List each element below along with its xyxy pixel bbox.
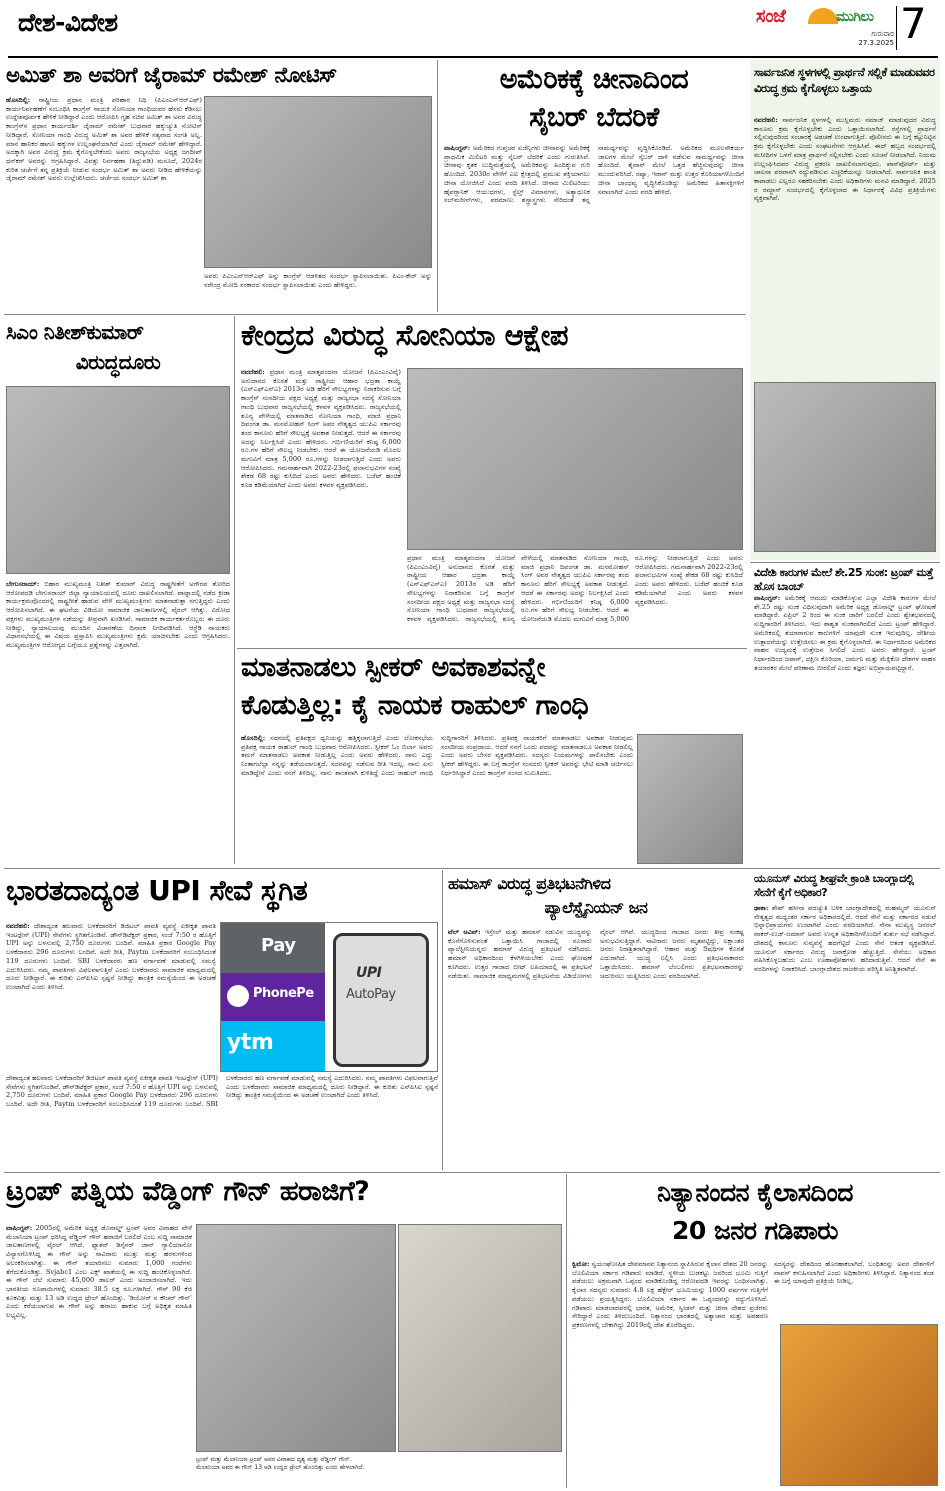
body-text-lower: ಪ್ರಧಾನ ಮಂತ್ರಿ ಮಾತೃವಂದನಾ ಯೋಜನೆ (ಪಿಎಂಎಂವಿವೈ) ಅನುದಾನದ ಕೊರತೆ ಮತ್ತು ರಾಷ್ಟ್ರೀಯ ಆಹಾರ ಭದ್ರತಾ ಕಾಯ್ದೆ (ಎನ್‍ಎಫ್‍ಎಸ್‍ಎ) 2013ರ ಅಡಿ ಹೆರಿಗೆ ಸೌಲಭ್ಯಗಳನ್ನು ನಿರಾಕರಿಸುವ ಬಗ್ಗೆ ಕಾಂಗ್ರೆಸ್ ಸಂಸದೀಯ ಪಕ್ಷದ ಅಧ್ಯಕ್ಷೆ ಮತ್ತು ರಾಜ್ಯಸಭಾ ಸದಸ್ಯೆ ಸೋನಿಯಾ ಗಾಂಧಿ ಬುಧವಾರ ರಾಜ್ಯಸಭೆಯಲ್ಲಿ ಕಳವಳ ವ್ಯಕ್ತಪಡಿಸಿದರು. ರಾಜ್ಯಸಭೆಯಲ್ಲಿ ಶೂನ್ಯ ವೇಳೆಯಲ್ಲಿ ಮಾತನಾಡಿದ ಸೋನಿಯಾ ಗಾಂಧಿ, ಮಾಜಿ ಪ್ರಧಾನಿ ದಿವಂಗತ ಡಾ. ಮನಮೋಹನ್ ಸಿಂಗ್ ಅವರ ನೇತೃತ್ವದ ಯುಪಿಎ ಸರ್ಕಾರವು ತಂದ ಕಾನೂನು ಹೆರಿಗೆ ಸೌಲಭ್ಯಕ್ಕೆ ಅವಕಾಶ ನೀಡುತ್ತದೆ. ಆದರೆ ಈ ಸರ್ಕಾರವು ಅದನ್ನು ನಿರ್ಲಕ್ಷಿಸಿದೆ ಎಂದು ಹೇಳಿದರು. ಗರ್ಭಿಣಿಯರಿಗೆ ಕನಿಷ್ಠ 6,000 ರೂ.ಗಳ ಹೆರಿಗೆ ಸೌಲಭ್ಯ ನೀಡಬೇಕು. ಆದರೆ ಈ ಯೋಜನೆಯಡಿ ಮೊದಲ ಮಗುವಿಗೆ ಮಾತ್ರ 5,000 ರೂ.ಗಳನ್ನು ನೀಡಲಾಗುತ್ತಿದೆ ಎಂದು ಅವರು ಆರೋಪಿಸಿದರು. ಗಮನಾರ್ಹವಾಗಿ 2022-23ರಲ್ಲಿ ಫಲಾನುಭವಿಗಳ ಸಂಖ್ಯೆ ಶೇಕಡ 68 ರಷ್ಟು ಕುಸಿದಿದೆ ಎಂದು ಅವರು ಹೇಳಿದರು. ಬಜೆಟ್ ಹಂಚಿಕೆ ಕೂಡ ಕಡಿಮೆಯಾಗಿದೆ ಎಂದು ಅವರು ಕಳವಳ ವ್ಯಕ್ತಪಡಿಸಿದರು. [407, 554, 743, 623]
body-text: ವಾಷಿಂಗ್ಟನ್: ಅಮೆರಿಕದ ಗುಪ್ತಚರ ಏಜೆನ್ಸಿಗಳು ಚೀನಾವನ್ನು ಅಮೆರಿಕಕ್ಕೆ ಪ್ರಾಥಮಿಕ ಮಿಲಿಟರಿ ಮತ್ತು ಸೈಬರ್ ಬೆದರಿಕೆ ಎಂದು ಗುರುತಿಸಿವೆ. ಚೀನಾವು ಕೃತಕ ಬುದ್ಧಿಮತ್ತೆಯಲ್ಲಿ ಅಮೆರಿಕವನ್ನು ಹಿಂದಿಕ್ಕುವ ಗುರಿ ಹೊಂದಿದೆ. 2030ರ ವೇಳೆಗೆ ಎಐ ಕ್ಷೇತ್ರದಲ್ಲಿ ಪ್ರಮುಖ ಶಕ್ತಿಯಾಗಲು ಚೀನಾ ಯೋಜಿಸಿದೆ ಎಂದು ವರದಿ ತಿಳಿಸಿದೆ. ಚೀನಾದ ಮಿಲಿಟರಿಯು ಹೈಪರ್‍ಸಾನಿಕ್ ಆಯುಧಗಳು, ಸ್ಟೆಲ್ತ್ ವಿಮಾನಗಳು, ಅತ್ಯಾಧುನಿಕ ಸಬ್‍ಮರೀನ್‍ಗಳು, ಪರಮಾಣು ಶಸ್ತ್ರಾಸ್ತ್ರಗಳು ಸೇರಿದಂತೆ ತನ್ನ ಸಾಮರ್ಥ್ಯವನ್ನು ವೃದ್ಧಿಸಿಕೊಂಡಿದೆ. ಅಮೆರಿಕದ ಮೂಲಸೌಕರ್ಯ ಜಾಲಗಳ ಮೇಲೆ ಸೈಬರ್ ದಾಳಿ ನಡೆಸುವ ಸಾಮರ್ಥ್ಯವನ್ನು ಚೀನಾ ಹೊಂದಿದೆ. ತೈವಾನ್ ಮೇಲೆ ಒತ್ತಡ ಹೆಚ್ಚಿಸುವುದನ್ನು ಚೀನಾ ಮುಂದುವರಿಸಿದೆ. ರಷ್ಯಾ, ಇರಾನ್ ಮತ್ತು ಉತ್ತರ ಕೊರಿಯಾಗಳೊಂದಿಗೆ ಚೀನಾ ಬಾಂಧವ್ಯ ವೃದ್ಧಿಸಿಕೊಂಡಿದ್ದು ಅಮೆರಿಕದ ಹಿತಾಸಕ್ತಿಗಳಿಗೆ ಸವಾಲಾಗಿದೆ ಎಂದು ವರದಿ ಹೇಳಿದೆ. [444, 144, 744, 205]
phonepe-label: PhonePe [253, 987, 314, 1001]
article-trump-gown [4, 1174, 564, 1488]
article-rahul [237, 650, 747, 866]
body-text: ಹೊಸದಿಲ್ಲಿ: ರಾಷ್ಟ್ರೀಯ ಪ್ರಧಾನ ಮಂತ್ರಿ ಪರಿಹಾರ ನಿಧಿ (ಪಿಎಂಎನ್‍ಆರ್‍ಎಫ್) ಕಾರ್ಯನಿರ್ವಹಣೆಗೆ ಸಂಬಂಧಿಸಿ ಕಾಂಗ್ರೆಸ್ ನಾಯಕಿ ಸೋನಿಯಾ ಗಾಂಧಿಯವರ ಹೆಸರು ಕೆಡಿಸಲು ಉದ್ದೇಶಪೂರ್ವಕ ಹೇಳಿಕೆ ನೀಡಿದ್ದಾರೆ ಎಂದು ಆರೋಪಿಸಿ ಗೃಹ ಸಚಿವ ಅಮಿತ್ ಶಾ ಅವರ ವಿರುದ್ಧ ಕಾಂಗ್ರೆಸ್‍ನ ಪ್ರಧಾನ ಕಾರ್ಯದರ್ಶಿ ಜೈರಾಮ್ ರಮೇಶ್ ಬುಧವಾರ ಹಕ್ಕುಚ್ಯುತಿ ನೋಟಿಸ್ ನೀಡಿದ್ದಾರೆ. ಸೋನಿಯಾ ಗಾಂಧಿ ವಿರುದ್ಧ ಅಮಿತ್ ಶಾ ಅವರ ಹೇಳಿಕೆ ಸತ್ಯವಾದ ಸಂಗತಿ ಅಲ್ಲ. ಮಾನ ಹಾನಿಕರ ಹಾಗೂ ಹಕ್ಕುಗಳ ಉಲ್ಲಂಘನೆಯಾಗಿದೆ ಎಂದು ಜೈರಾಮ್ ರಮೇಶ್ ಹೇಳಿದ್ದಾರೆ. ಅದಕ್ಕಾಗಿ ಅವರ ವಿರುದ್ಧ ಕ್ರಮ ಕೈಗೊಳ್ಳಬೇಕೆಂದು ಅವರು ರಾಜ್ಯಸಭೆಯ ಅಧ್ಯಕ್ಷ ಜಗದೀಪ್ ಧನ್‍ಕರ್ ಅವರನ್ನು ಆಗ್ರಹಿಸಿದ್ದಾರೆ. ವಿಪತ್ತು ನಿರ್ವಹಣಾ (ತಿದ್ದುಪಡಿ) ಮಸೂದೆ, 2024ರ ಕುರಿತ ಚರ್ಚೆಗೆ ತನ್ನ ಪ್ರತಿಕ್ರಿಯೆ ನೀಡುವ ಸಂದರ್ಭ ಅಮಿತ್ ಶಾ ಅವರು ನೀಡಿದ ಹೇಳಿಕೆಯನ್ನು ಜೈರಾಮ್ ರಮೇಶ್ ಅವರು ಉಲ್ಲೇಖಿಸಿದರು. ಚರ್ಚೆಯ ಸಂದರ್ಭ ಅಮಿತ್ ಶಾ [6, 96, 202, 183]
body-text: ಢಾಕಾ: ಶೇಖ್ ಹಸೀನಾ ಪದಚ್ಯುತಿ ಬಳಿಕ ಬಾಂಗ್ಲಾದೇಶದಲ್ಲಿ ಮಹಮ್ಮದ್ ಯೂನುಸ್ ನೇತೃತ್ವದ ಮಧ್ಯಂತರ ಸರ್ಕಾರ ಅಧಿಕಾರದಲ್ಲಿದೆ. ಆದರೆ ಸೇನೆ ಮತ್ತು ಸರ್ಕಾರದ ನಡುವೆ ಭಿನ್ನಾಭಿಪ್ರಾಯಗಳು ಉಂಟಾಗಿವೆ ಎಂದು ವರದಿಯಾಗಿದೆ. ಸೇನಾ ಮುಖ್ಯಸ್ಥ ಜನರಲ್ ವಾಕರ್-ಉಜ್-ಜಮಾನ್ ಅವರು ಉನ್ನತ ಅಧಿಕಾರಿಗಳೊಂದಿಗೆ ತುರ್ತು ಸಭೆ ನಡೆಸಿದ್ದಾರೆ. ದೇಶದಲ್ಲಿ ಕಾನೂನು ಸುವ್ಯವಸ್ಥೆ ಹದಗೆಟ್ಟಿದೆ ಎಂದು ಸೇನೆ ಆತಂಕ ವ್ಯಕ್ತಪಡಿಸಿದೆ. ಯೂನುಸ್ ಸರ್ಕಾರದ ವಿರುದ್ಧ ಜನಾಕ್ರೋಶ ಹೆಚ್ಚುತ್ತಿದೆ. ಸೇನೆಯು ಅಧಿಕಾರ ವಹಿಸಿಕೊಳ್ಳಬಹುದು ಎಂಬ ಊಹಾಪೋಹಗಳು ಹರಿದಾಡುತ್ತಿವೆ. ಆದರೆ ಸೇನೆ ಈ ವರದಿಗಳನ್ನು ನಿರಾಕರಿಸಿದೆ. ಬಾಂಗ್ಲಾದೇಶದ ರಾಜಕೀಯ ಪರಿಸ್ಥಿತಿ ಅನಿಶ್ಚಿತವಾಗಿದೆ. [754, 904, 936, 973]
article-china [440, 60, 746, 312]
masthead-day: ಗುರುವಾರ [871, 30, 894, 38]
body-text-lower: ದೇಶಾದ್ಯಂತ ಹಲವಾರು ಬಳಕೆದಾರರಿಗೆ ಡಿಜಿಟಲ್ ಪಾವತಿ ವ್ಯವಸ್ಥೆ ಏಕೀಕೃತ ಪಾವತಿ ಇಂಟರ್‍ಫೇಸ್ (UPI) ಸೇವೆಗಳು ಸ್ಥಗಿತಗೊಂಡಿವೆ. ಡೌನ್‍ಡಿಟೆಕ್ಟರ್ ಪ್ರಕಾರ, ಸಂಜೆ 7:50 ರ ಹೊತ್ತಿಗೆ UPI ಅನ್ನು ಬಳಸುವಲ್ಲಿ 2,750 ದೂರುಗಳು ಬಂದಿವೆ. ಮಾಹಿತಿ ಪ್ರಕಾರ Google Pay ಬಳಕೆದಾರರು 296 ದೂರುಗಳು ಬಂದಿವೆ. ಅದೇ ರೀತಿ, Paytm ಬಳಕೆದಾರರಿಗೆ ಸಂಬಂಧಿಸಿದಂತೆ 119 ದೂರುಗಳು ಬಂದಿವೆ. SBI ಬಳಕೆದಾರರು ಹಣ ವರ್ಗಾವಣೆ ಮಾಡುವಲ್ಲಿ ಸಮಸ್ಯೆ ಎದುರಿಸಿದರು. ನಮ್ಮ ಪಾವತಿಗಳು ವಿಫಲವಾಗುತ್ತಿವೆ ಎಂದು ಬಳಕೆದಾರರು ಸಾಮಾಜಿಕ ಮಾಧ್ಯಮದಲ್ಲಿ ದೂರು ನೀಡಿದ್ದಾರೆ. ಈ ಕುರಿತು ಎನ್‍ಪಿಸಿಐ ಸ್ಪಷ್ಟನೆ ನೀಡಿದ್ದು ತಾಂತ್ರಿಕ ಸಮಸ್ಯೆಯಿಂದ ಈ ಅಡಚಣೆ ಉಂಟಾಗಿದೆ ಎಂದು ತಿಳಿಸಿದೆ. [6, 1074, 438, 1109]
logo-text-2: ಮುಗಿಲು [836, 10, 874, 25]
article-hamas [444, 870, 746, 1170]
rahul-photo [637, 734, 743, 864]
paytm-label: ytm [227, 1031, 274, 1055]
article-tariff [750, 564, 940, 864]
headline: ಟ್ರಂಪ್ ಪತ್ನಿಯ ವೆಡ್ಡಿಂಗ್ ಗೌನ್ ಹರಾಜಿಗೆ? [6, 1178, 370, 1207]
article-amit [4, 60, 434, 312]
body-text: ನವದೆಹಲಿ: ಸಾರ್ವಜನಿಕ ಸ್ಥಳಗಳಲ್ಲಿ ಮುಸ್ಲಿಮರು ನಮಾಜ್ ಮಾಡುವುದರ ವಿರುದ್ಧ ಕಾನೂನು ಕ್ರಮ ಕೈಗೊಳ್ಳಬೇಕು ಎಂದು ಒತ್ತಾಯಿಸಲಾಗಿದೆ. ರಸ್ತೆಗಳಲ್ಲಿ ಪ್ರಾರ್ಥನೆ ಸಲ್ಲಿಸುವುದರಿಂದ ಸಂಚಾರಕ್ಕೆ ಅಡಚಣೆ ಉಂಟಾಗುತ್ತಿದೆ. ಪೊಲೀಸರು ಈ ಬಗ್ಗೆ ಕಟ್ಟುನಿಟ್ಟಿನ ಕ್ರಮ ಕೈಗೊಳ್ಳಬೇಕು ಎಂದು ಸಂಘಟನೆಗಳು ಆಗ್ರಹಿಸಿವೆ. ಈದ್ ಹಬ್ಬದ ಸಂದರ್ಭದಲ್ಲಿ ಮಸೀದಿಗಳ ಒಳಗೆ ಮಾತ್ರ ಪ್ರಾರ್ಥನೆ ಸಲ್ಲಿಸಬೇಕು ಎಂದು ಸೂಚನೆ ನೀಡಲಾಗಿದೆ. ನಿಯಮ ಉಲ್ಲಂಘಿಸಿದವರ ವಿರುದ್ಧ ಪ್ರಕರಣ ದಾಖಲಿಸಲಾಗುವುದು. ಪಾಸ್‍ಪೋರ್ಟ್ ಮತ್ತು ಚಾಲನಾ ಪರವಾನಗಿ ರದ್ದುಪಡಿಸುವ ಎಚ್ಚರಿಕೆಯನ್ನೂ ನೀಡಲಾಗಿದೆ. ಸಾರ್ವಜನಿಕ ಶಾಂತಿ ಕಾಪಾಡಲು ಎಲ್ಲರೂ ಸಹಕರಿಸಬೇಕು ಎಂದು ಅಧಿಕಾರಿಗಳು ಮನವಿ ಮಾಡಿದ್ದಾರೆ. 2025 ರ ರಮ್ಜಾನ್ ಸಂದರ್ಭದಲ್ಲಿ ಕೈಗೊಳ್ಳಲಾದ ಈ ನಿರ್ಧಾರಕ್ಕೆ ವಿವಿಧ ಪ್ರತಿಕ್ರಿಯೆಗಳು ವ್ಯಕ್ತವಾಗಿವೆ. [754, 116, 936, 203]
headline: ಯೂನುಸ್ ವಿರುದ್ಧ ಶೀಘ್ರವೇ ಕ್ರಾಂತಿ ಬಾಂಗ್ಲಾದಲ್ಲಿ ಸೇನೆಗೆ ಕೈಗೆ ಅಧಿಕಾರ? [754, 872, 914, 899]
amit-photo [204, 96, 432, 268]
nithyananda-photo [780, 1324, 938, 1486]
photo-caption: ಟ್ರಂಪ್ ಮತ್ತು ಮೆಲಾನಿಯಾ ಟ್ರಂಪ್ ಅವರ ವಿವಾಹದ ದೃಶ್ಯ ಮತ್ತು ವೆಡ್ಡಿಂಗ್ ಗೌನ್. ಮೆಲಾನಿಯಾ ಅವರ ಈ ಗೌನ್ 13 ಅಡಿ ಉದ್ದದ ಟ್ರೇಲ್ ಹೊಂದಿತ್ತು ಎಂದು ಹೇಳಲಾಗಿದೆ. [196, 1456, 365, 1471]
body-text: ನವದೆಹಲಿ: ದೇಶಾದ್ಯಂತ ಹಲವಾರು ಬಳಕೆದಾರರಿಗೆ ಡಿಜಿಟಲ್ ಪಾವತಿ ವ್ಯವಸ್ಥೆ ಏಕೀಕೃತ ಪಾವತಿ ಇಂಟರ್‍ಫೇಸ್ (UPI) ಸೇವೆಗಳು ಸ್ಥಗಿತಗೊಂಡಿವೆ. ಡೌನ್‍ಡಿಟೆಕ್ಟರ್ ಪ್ರಕಾರ, ಸಂಜೆ 7:50 ರ ಹೊತ್ತಿಗೆ UPI ಅನ್ನು ಬಳಸುವಲ್ಲಿ 2,750 ದೂರುಗಳು ಬಂದಿವೆ. ಮಾಹಿತಿ ಪ್ರಕಾರ Google Pay ಬಳಕೆದಾರರು 296 ದೂರುಗಳು ಬಂದಿವೆ. ಅದೇ ರೀತಿ, Paytm ಬಳಕೆದಾರರಿಗೆ ಸಂಬಂಧಿಸಿದಂತೆ 119 ದೂರುಗಳು ಬಂದಿವೆ. SBI ಬಳಕೆದಾರರು ಹಣ ವರ್ಗಾವಣೆ ಮಾಡುವಲ್ಲಿ ಸಮಸ್ಯೆ ಎದುರಿಸಿದರು. ನಮ್ಮ ಪಾವತಿಗಳು ವಿಫಲವಾಗುತ್ತಿವೆ ಎಂದು ಬಳಕೆದಾರರು ಸಾಮಾಜಿಕ ಮಾಧ್ಯಮದಲ್ಲಿ ದೂರು ನೀಡಿದ್ದಾರೆ. ಈ ಕುರಿತು ಎನ್‍ಪಿಸಿಐ ಸ್ಪಷ್ಟನೆ ನೀಡಿದ್ದು ತಾಂತ್ರಿಕ ಸಮಸ್ಯೆಯಿಂದ ಈ ಅಡಚಣೆ ಉಂಟಾಗಿದೆ ಎಂದು ತಿಳಿಸಿದೆ. [6, 922, 216, 991]
body-text: ಟೆಲ್ ಅವಿವ್: ಇಸ್ರೇಲ್ ಮತ್ತು ಹಮಾಸ್ ನಡುವಿನ ಯುದ್ಧವನ್ನು ಕೊನೆಗೊಳಿಸುವಂತೆ ಒತ್ತಾಯಿಸಿ ಗಾಜಾದಲ್ಲಿ ನೂರಾರು ಪ್ಯಾಲೆಸ್ಟೀನಿಯನ್ನರು ಹಮಾಸ್ ವಿರುದ್ಧ ಪ್ರತಿಭಟನೆ ನಡೆಸಿದರು. ಹಮಾಸ್ ಅಧಿಕಾರದಿಂದ ಕೆಳಗಿಳಿಯಬೇಕು ಎಂದು ಘೋಷಣೆ ಕೂಗಿದರು. ಉತ್ತರ ಗಾಜಾದ ಬೀಟ್ ಲಹಿಯಾದಲ್ಲಿ ಈ ಪ್ರತಿಭಟನೆ ನಡೆಯಿತು. ಸಾಮಾಜಿಕ ಮಾಧ್ಯಮಗಳಲ್ಲಿ ಪ್ರತಿಭಟನೆಯ ವಿಡಿಯೋಗಳು ವೈರಲ್ ಆಗಿವೆ. ಯುದ್ಧದಿಂದ ಗಾಜಾದ ಜನರು ತೀವ್ರ ಸಂಕಷ್ಟ ಅನುಭವಿಸುತ್ತಿದ್ದಾರೆ. ಸಾವಿರಾರು ಜನರು ಮೃತಪಟ್ಟಿದ್ದು, ಲಕ್ಷಾಂತರ ಜನರು ನಿರಾಶ್ರಿತರಾಗಿದ್ದಾರೆ. ಆಹಾರ ಮತ್ತು ಔಷಧಿಗಳ ಕೊರತೆ ಎದುರಾಗಿದೆ. ಯುದ್ಧ ನಿಲ್ಲಿಸಿ ಎಂದು ಪ್ರತಿಭಟನಾಕಾರರು ಒತ್ತಾಯಿಸಿದರು. ಹಮಾಸ್ ಬೆಂಬಲಿಗರು ಪ್ರತಿಭಟನಾಕಾರರನ್ನು ಚದುರಿಸಲು ಯತ್ನಿಸಿದರು ಎಂದು ವರದಿಯಾಗಿದೆ. [448, 928, 744, 980]
autopay-phone [333, 933, 429, 1067]
body-text: ವಾಷಿಂಗ್ಟನ್: 2005ರಲ್ಲಿ ಅಮೆರಿಕ ಅಧ್ಯಕ್ಷ ಡೊನಾಲ್ಡ್ ಟ್ರಂಪ್ ಅವರ ವಿವಾಹದ ವೇಳೆ ಮೆಲಾನಿಯಾ ಟ್ರಂಪ್ ಧರಿಸಿದ್ದ ವೆಡ್ಡಿಂಗ್ ಗೌನ್ ಹರಾಜಿಗೆ ಬರಲಿದೆ ಎಂಬ ಸುದ್ದಿ ಸಾಮಾಜಿಕ ಜಾಲತಾಣಗಳಲ್ಲಿ ವೈರಲ್ ಆಗಿದೆ. ಫ್ಯಾಶನ್ ಡಿಸೈನರ್ ಜಾನ್ ಗ್ಯಾಲಿಯಾನೋ ವಿನ್ಯಾಸಗೊಳಿಸಿದ್ದ ಈ ಗೌನ್ ಅನ್ನು ಸಾವಿರಾರು ಮುತ್ತು ಮತ್ತು ಹರಳುಗಳಿಂದ ಅಲಂಕರಿಸಲಾಗಿತ್ತು. ಈ ಗೌನ್ ತಯಾರಿಸಲು ಸುಮಾರು 1,000 ಗಂಟೆಗಳು ತೆಗೆದುಕೊಂಡಿತ್ತು. Svjabc1 ಎಂಬ ಎಕ್ಸ್ ಖಾತೆಯಲ್ಲಿ ಈ ಸುದ್ದಿ ಹಂಚಿಕೊಳ್ಳಲಾಗಿದೆ. ಈ ಗೌನ್ ಬೆಲೆ ಸುಮಾರು 45,000 ಡಾಲರ್ ಎಂದು ಅಂದಾಜಿಸಲಾಗಿದೆ. ಇದು ಭಾರತೀಯ ರೂಪಾಯಿಗಳಲ್ಲಿ ಸುಮಾರು 38.5 ಲಕ್ಷ ರೂ.ಗಳಾಗಿದೆ. ಗೌನ್ 90 ಕೆಜಿ ತೂಕವಿತ್ತು ಮತ್ತು 13 ಅಡಿ ಉದ್ದದ ಟ್ರೇಲ್ ಹೊಂದಿತ್ತು. 'ಡಿಯೋರ್ ನ ಕೌಚರ್ ಗೌನ್' ಎಂದು ಕರೆಯಲಾಗುವ ಈ ಗೌನ್ ಅನ್ನು ಹರಾಜು ಹಾಕುವ ಬಗ್ಗೆ ಅಧಿಕೃತ ಮಾಹಿತಿ ಲಭ್ಯವಿಲ್ಲ. [6, 1224, 192, 1320]
body-text-2: ಸದಸ್ಯರನ್ನು ದೇಶದಿಂದ ಹೊರಹಾಕಲಾಗಿದೆ. ಬಂಧಿತರನ್ನು ಅವರ ದೇಶಗಳಿಗೆ ವಾಪಸ್ ಕಳುಹಿಸಲಾಗಿದೆ ಎಂದು ಅಧಿಕಾರಿಗಳು ತಿಳಿಸಿದ್ದಾರೆ. ನಿತ್ಯಾನಂದ ತಂಡ ಈ ಬಗ್ಗೆ ಯಾವುದೇ ಪ್ರತಿಕ್ರಿಯೆ ನೀಡಿಲ್ಲ. [774, 1260, 934, 1286]
headline: ಅಮಿತ್ ಶಾ ಅವರಿಗೆ ಜೈರಾಮ್ ರಮೇಶ್ ನೋಟಿಸ್ [6, 64, 337, 87]
page-number: 7 [900, 2, 927, 48]
headline-1: ಅಮೆರಿಕಕ್ಕೆ ಚೀನಾದಿಂದ [499, 66, 689, 95]
headline-2: ಪ್ಯಾಲೆಸ್ಟೈನಿಯನ್ ಜನ [544, 900, 648, 917]
body-text: ವಾಷಿಂಗ್ಟನ್: ಅಮೆರಿಕಕ್ಕೆ ಆಮದು ಮಾಡಿಕೊಳ್ಳುವ ಎಲ್ಲಾ ವಿದೇಶಿ ಕಾರುಗಳ ಮೇಲೆ ಶೇ.25 ರಷ್ಟು ಸುಂಕ ವಿಧಿಸುವುದಾಗಿ ಅಮೆರಿಕ ಅಧ್ಯಕ್ಷ ಡೊನಾಲ್ಡ್ ಟ್ರಂಪ್ ಘೋಷಣೆ ಮಾಡಿದ್ದಾರೆ. ಏಪ್ರಿಲ್ 2 ರಿಂದ ಈ ಸುಂಕ ಜಾರಿಗೆ ಬರಲಿದೆ ಎಂದು ಶ್ವೇತಭವನದಲ್ಲಿ ಸುದ್ದಿಗಾರರಿಗೆ ತಿಳಿಸಿದರು. ಇದು ಶಾಶ್ವತ ಸುಂಕವಾಗಿರಲಿದೆ ಎಂದು ಟ್ರಂಪ್ ಹೇಳಿದ್ದಾರೆ. ಅಮೆರಿಕದಲ್ಲಿ ತಯಾರಾಗುವ ಕಾರುಗಳಿಗೆ ಯಾವುದೇ ಸುಂಕ ಇರುವುದಿಲ್ಲ. ದೇಶೀಯ ಉತ್ಪಾದನೆಯನ್ನು ಉತ್ತೇಜಿಸಲು ಈ ಕ್ರಮ ಕೈಗೊಳ್ಳಲಾಗಿದೆ. ಈ ನಿರ್ಧಾರದಿಂದ ಅಮೆರಿಕದ ವಾಹನ ಉದ್ಯಮಕ್ಕೆ ಉತ್ತೇಜನ ಸಿಗಲಿದೆ ಎಂದು ಅವರು ಹೇಳಿದ್ದಾರೆ. ಟ್ರಂಪ್ ನಿರ್ಧಾರದಿಂದ ಜಪಾನ್, ದಕ್ಷಿಣ ಕೊರಿಯಾ, ಜರ್ಮನಿ ಮತ್ತು ಮೆಕ್ಸಿಕೋ ದೇಶಗಳ ವಾಹನ ತಯಾರಕರ ಮೇಲೆ ಪರಿಣಾಮ ಬೀರಲಿದೆ ಎಂದು ತಜ್ಞರು ಅಭಿಪ್ರಾಯಪಟ್ಟಿದ್ದಾರೆ. [754, 594, 936, 672]
autopay-upi-label: UPI [356, 966, 382, 981]
article-prayer [750, 60, 940, 560]
phonepe-icon [227, 985, 249, 1007]
body-text: ಕ್ವಿಟೋ: ಸ್ವಯಂಘೋಷಿತ ದೇವಮಾನವ ನಿತ್ಯಾನಂದ ಸ್ಥಾಪಿಸಿರುವ ಕೈಲಾಸ ದೇಶದ 20 ಜನರನ್ನು ಬೊಲಿವಿಯಾ ಸರ್ಕಾರ ಗಡಿಪಾರು ಮಾಡಿದೆ. ಸ್ಥಳೀಯ ಬುಡಕಟ್ಟು ಜನರಿಂದ ಭೂಮಿ ಗುತ್ತಿಗೆ ಪಡೆಯಲು ಅಕ್ರಮವಾಗಿ ಒಪ್ಪಂದ ಮಾಡಿಕೊಂಡಿದ್ದ ಆರೋಪದಡಿ ಇವರನ್ನು ಬಂಧಿಸಲಾಗಿತ್ತು. ಕೈಲಾಸ ಸದಸ್ಯರು ಸುಮಾರು 4.8 ಲಕ್ಷ ಹೆಕ್ಟೇರ್ ಭೂಮಿಯನ್ನು 1000 ವರ್ಷಗಳ ಗುತ್ತಿಗೆಗೆ ಪಡೆಯಲು ಪ್ರಯತ್ನಿಸಿದ್ದರು. ಬೊಲಿವಿಯಾ ಸರ್ಕಾರ ಈ ಒಪ್ಪಂದವನ್ನು ರದ್ದುಗೊಳಿಸಿದೆ. ಗಡಿಪಾರು ಮಾಡಲಾದವರಲ್ಲಿ ಭಾರತ, ಅಮೆರಿಕ, ಸ್ವೀಡನ್ ಮತ್ತು ಚೀನಾ ದೇಶದ ಪ್ರಜೆಗಳು ಸೇರಿದ್ದಾರೆ ಎಂದು ತಿಳಿದುಬಂದಿದೆ. ನಿತ್ಯಾನಂದ ಭಾರತದಲ್ಲಿ ಅತ್ಯಾಚಾರ ಮತ್ತು ಅಪಹರಣ ಪ್ರಕರಣಗಳಲ್ಲಿ ಬೇಕಾಗಿದ್ದು 2019ರಲ್ಲಿ ದೇಶ ತೊರೆದಿದ್ದರು. [572, 1260, 768, 1329]
wedding-photo [196, 1224, 396, 1452]
section-label: ದೇಶ-ವಿದೇಶ [18, 10, 118, 37]
headline-2: ಕೊಡುತ್ತಿಲ್ಲ: ಕೈ ನಾಯಕ ರಾಹುಲ್ ಗಾಂಧಿ [241, 692, 589, 721]
masthead-logo [756, 6, 894, 50]
headline-1: ಮಾತನಾಡಲು ಸ್ಪೀಕರ್ ಅವಕಾಶವನ್ನೇ [241, 654, 545, 683]
gpay-label: Pay [261, 937, 296, 956]
headline-2: ವಿರುದ್ಧದೂರು [75, 352, 161, 374]
sonia-photo [407, 368, 743, 550]
headline-2: 20 ಜನರ ಗಡಿಪಾರು [672, 1218, 838, 1245]
headline-2: ಸೈಬರ್ ಬೆದರಿಕೆ [529, 104, 659, 133]
body-text: ನವದೆಹಲಿ: ಪ್ರಧಾನ ಮಂತ್ರಿ ಮಾತೃವಂದನಾ ಯೋಜನೆ (ಪಿಎಂಎಂವಿವೈ) ಅನುದಾನದ ಕೊರತೆ ಮತ್ತು ರಾಷ್ಟ್ರೀಯ ಆಹಾರ ಭದ್ರತಾ ಕಾಯ್ದೆ (ಎನ್‍ಎಫ್‍ಎಸ್‍ಎ) 2013ರ ಅಡಿ ಹೆರಿಗೆ ಸೌಲಭ್ಯಗಳನ್ನು ನಿರಾಕರಿಸುವ ಬಗ್ಗೆ ಕಾಂಗ್ರೆಸ್ ಸಂಸದೀಯ ಪಕ್ಷದ ಅಧ್ಯಕ್ಷೆ ಮತ್ತು ರಾಜ್ಯಸಭಾ ಸದಸ್ಯೆ ಸೋನಿಯಾ ಗಾಂಧಿ ಬುಧವಾರ ರಾಜ್ಯಸಭೆಯಲ್ಲಿ ಕಳವಳ ವ್ಯಕ್ತಪಡಿಸಿದರು. ರಾಜ್ಯಸಭೆಯಲ್ಲಿ ಶೂನ್ಯ ವೇಳೆಯಲ್ಲಿ ಮಾತನಾಡಿದ ಸೋನಿಯಾ ಗಾಂಧಿ, ಮಾಜಿ ಪ್ರಧಾನಿ ದಿವಂಗತ ಡಾ. ಮನಮೋಹನ್ ಸಿಂಗ್ ಅವರ ನೇತೃತ್ವದ ಯುಪಿಎ ಸರ್ಕಾರವು ತಂದ ಕಾನೂನು ಹೆರಿಗೆ ಸೌಲಭ್ಯಕ್ಕೆ ಅವಕಾಶ ನೀಡುತ್ತದೆ. ಆದರೆ ಈ ಸರ್ಕಾರವು ಅದನ್ನು ನಿರ್ಲಕ್ಷಿಸಿದೆ ಎಂದು ಹೇಳಿದರು. ಗರ್ಭಿಣಿಯರಿಗೆ ಕನಿಷ್ಠ 6,000 ರೂ.ಗಳ ಹೆರಿಗೆ ಸೌಲಭ್ಯ ನೀಡಬೇಕು. ಆದರೆ ಈ ಯೋಜನೆಯಡಿ ಮೊದಲ ಮಗುವಿಗೆ ಮಾತ್ರ 5,000 ರೂ.ಗಳನ್ನು ನೀಡಲಾಗುತ್ತಿದೆ ಎಂದು ಅವರು ಆರೋಪಿಸಿದರು. ಗಮನಾರ್ಹವಾಗಿ 2022-23ರಲ್ಲಿ ಫಲಾನುಭವಿಗಳ ಸಂಖ್ಯೆ ಶೇಕಡ 68 ರಷ್ಟು ಕುಸಿದಿದೆ ಎಂದು ಅವರು ಹೇಳಿದರು. ಬಜೆಟ್ ಹಂಚಿಕೆ ಕೂಡ ಕಡಿಮೆಯಾಗಿದೆ ಎಂದು ಅವರು ಕಳವಳ ವ್ಯಕ್ತಪಡಿಸಿದರು. [241, 368, 401, 490]
article-yunus [750, 870, 940, 1170]
article-sonia [237, 316, 747, 646]
headline: ಭಾರತದಾದ್ಯಂತ UPI ಸೇವೆ ಸ್ಥಗಿತ [6, 876, 308, 907]
headline: ವಿದೇಶಿ ಕಾರುಗಳ ಮೇಲೆ ಶೇ.25 ಸುಂಕ: ಟ್ರಂಪ್ ಮತ್ತೆ ಹೊಸ ಬಾಂಬ್ [754, 566, 934, 592]
body-text-2: ಅವರು ಪಿಎಂಎನ್‍ಆರ್‍ಎಫ್ ಅನ್ನು ಕಾಂಗ್ರೆಸ್ ಆಡಳಿತದ ಸಂದರ್ಭ ಸ್ಥಾಪಿಸಲಾಯಿತು. ಪಿಎಂ-ಕೇರ್ ಅನ್ನು ನರೇಂದ್ರ ಮೋದಿ ಸರಕಾರದ ಸಂದರ್ಭ ಸ್ಥಾಪಿಸಲಾಯಿತು ಎಂದು ಹೇಳಿದ್ದರು. [204, 272, 432, 289]
gown-photo [398, 1224, 562, 1452]
headline: ಸಾರ್ವಜನಿಕ ಸ್ಥಳಗಳಲ್ಲಿ ಪ್ರಾರ್ಥನೆ ಸಲ್ಲಿಕೆ ಮಾಡುವವರ ವಿರುದ್ಧ ಕ್ರಮ ಕೈಗೊಳ್ಳಲು ಒತ್ತಾಯ [754, 65, 935, 96]
autopay-label: AutoPay [346, 988, 396, 1002]
headline-1: ಸಿಎಂ ನಿತೀಶ್‍ಕುಮಾರ್ [6, 322, 144, 344]
body-text: ಬೇಗುಸರಾಯ್: ಬಿಹಾರ ಮುಖ್ಯಮಂತ್ರಿ ನಿತೀಶ್ ಕುಮಾರ್ ವಿರುದ್ಧ ರಾಷ್ಟ್ರಗೀತೆಗೆ ಅಗೌರವ ತೋರಿದ ಆರೋಪದಡಿ ಬೇಗುಸರಾಯ್ ಜಿಲ್ಲಾ ನ್ಯಾಯಾಲಯದಲ್ಲಿ ದೂರು ದಾಖಲಿಸಲಾಗಿದೆ. ಪಾಟ್ನಾದಲ್ಲಿ ನಡೆದ ಕ್ರೀಡಾ ಕಾರ್ಯಕ್ರಮವೊಂದರಲ್ಲಿ ರಾಷ್ಟ್ರಗೀತೆ ಹಾಡುವ ವೇಳೆ ಮುಖ್ಯಮಂತ್ರಿಗಳು ಮಾತನಾಡುತ್ತಾ ನಗುತ್ತಿದ್ದರು ಎಂದು ಆರೋಪಿಸಲಾಗಿದೆ. ಈ ಘಟನೆಯ ವಿಡಿಯೋ ಸಾಮಾಜಿಕ ಜಾಲತಾಣಗಳಲ್ಲಿ ವೈರಲ್ ಆಗಿತ್ತು. ವಿರೋಧ ಪಕ್ಷಗಳು ಮುಖ್ಯಮಂತ್ರಿಗಳ ನಡೆಯನ್ನು ತೀವ್ರವಾಗಿ ಖಂಡಿಸಿವೆ. ಸಾಮಾಜಿಕ ಕಾರ್ಯಕರ್ತರೊಬ್ಬರು ಈ ದೂರು ನೀಡಿದ್ದು, ನ್ಯಾಯಾಲಯವು ಮುಂದಿನ ವಿಚಾರಣೆಯ ದಿನಾಂಕ ನಿಗದಿಪಡಿಸಿದೆ. ಆರ್‍ಜೆಡಿ ನಾಯಕರು ವಿಧಾನಸಭೆಯಲ್ಲಿ ಈ ವಿಷಯ ಪ್ರಸ್ತಾಪಿಸಿ ಮುಖ್ಯಮಂತ್ರಿಗಳು ಕ್ಷಮೆ ಯಾಚಿಸಬೇಕು ಎಂದು ಆಗ್ರಹಿಸಿದರು. ಮುಖ್ಯಮಂತ್ರಿಗಳ ಆರೋಗ್ಯದ ಬಗ್ಗೆಯೂ ಪ್ರಶ್ನೆಗಳನ್ನು ಎತ್ತಲಾಗಿದೆ. [6, 580, 230, 649]
article-nithyananda [568, 1174, 940, 1488]
phonepe-tile [221, 973, 325, 1021]
headline-1: ಹಮಾಸ್ ವಿರುದ್ಧ ಪ್ರತಿಭಟನೆಗಿಳಿದ [448, 876, 611, 893]
upi-photo [220, 922, 438, 1072]
gpay-tile [221, 923, 325, 973]
nitish-photo [6, 386, 230, 574]
headline: ಕೇಂದ್ರದ ವಿರುದ್ಧ ಸೋನಿಯಾ ಆಕ್ಷೇಪ [241, 320, 568, 352]
paytm-tile [221, 1021, 325, 1072]
logo-sun-icon [808, 8, 838, 24]
logo-text-1: ಸಂಜೆ [756, 8, 786, 27]
headline-1: ನಿತ್ಯಾನಂದನ ಕೈಲಾಸದಿಂದ [657, 1180, 853, 1207]
article-upi [4, 870, 440, 1170]
article-nitish [4, 316, 232, 864]
body-text: ಹೊಸದಿಲ್ಲಿ: ಸದನದಲ್ಲಿ ಪ್ರತಿಪಕ್ಷದ ಧ್ವನಿಯನ್ನು ಹತ್ತಿಕ್ಕಲಾಗುತ್ತಿದೆ ಎಂದು ಲೋಕಸಭೆಯ ಪ್ರತಿಪಕ್ಷ ನಾಯಕ ರಾಹುಲ್ ಗಾಂಧಿ ಬುಧವಾರ ಆರೋಪಿಸಿದರು. ಸ್ಪೀಕರ್ ಓಂ ಬಿರ್ಲಾ ಅವರು ತಮಗೆ ಮಾತನಾಡಲು ಅವಕಾಶ ನೀಡುತ್ತಿಲ್ಲ ಎಂದು ಅವರು ಹೇಳಿದರು. ನಾನು ಎದ್ದು ನಿಂತಾಗಲೆಲ್ಲಾ ನನ್ನನ್ನು ತಡೆಯಲಾಗುತ್ತದೆ. ಸದನವನ್ನು ನಡೆಸುವ ರೀತಿ ಇದಲ್ಲ. ನಾನು ಏನು ಮಾಡಿದ್ದೇನೆ ಎಂದು ನನಗೆ ತಿಳಿದಿಲ್ಲ. ನಾನು ಶಾಂತವಾಗಿ ಕುಳಿತಿದ್ದೆ ಎಂದು ರಾಹುಲ್ ಗಾಂಧಿ ಸುದ್ದಿಗಾರರಿಗೆ ತಿಳಿಸಿದರು. ಪ್ರತಿಪಕ್ಷ ನಾಯಕರಿಗೆ ಮಾತನಾಡಲು ಅವಕಾಶ ನೀಡುವುದು ಸಂಸದೀಯ ಸಂಪ್ರದಾಯ. ಆದರೆ ನನಗೆ ಒಂದು ಪದವನ್ನು ಮಾತನಾಡಲೂ ಅವಕಾಶ ನೀಡಲಿಲ್ಲ ಎಂದು ಅವರು ಬೇಸರ ವ್ಯಕ್ತಪಡಿಸಿದರು. ಸದಸ್ಯರು ನಿಯಮಗಳನ್ನು ಪಾಲಿಸಬೇಕು ಎಂದು ಸ್ಪೀಕರ್ ಹೇಳಿದ್ದರು. ಈ ಬಗ್ಗೆ ಕಾಂಗ್ರೆಸ್ ಸಂಸದರು ಸ್ಪೀಕರ್ ಅವರನ್ನು ಭೇಟಿ ಮಾಡಿ ಚರ್ಚಿಸಲು ನಿರ್ಧರಿಸಿದ್ದಾರೆ ಎಂದು ಕಾಂಗ್ರೆಸ್ ಸಂಸದ ಸುಮಿತಿದರು. [241, 734, 633, 777]
prayer-photo [754, 382, 936, 552]
masthead-date: 27.3.2025 [858, 39, 894, 47]
